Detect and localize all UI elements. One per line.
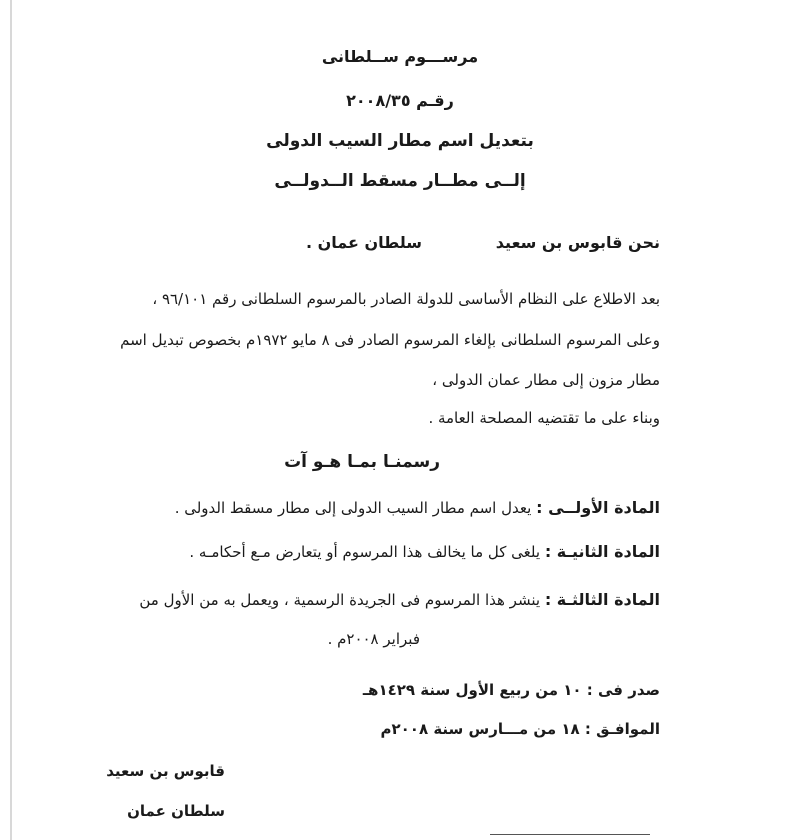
article-2 [189,541,660,563]
article-label: المادة الثانيـة : [544,542,660,561]
signature-title: سلطان عمان [127,802,225,820]
article-3 [139,589,660,611]
subject-line-2: إلــى مطــار مسقط الــدولــى [274,171,526,191]
footer-rule [490,834,650,835]
decree-heading: رسمنـا بمـا هـو آت [284,452,440,472]
issuer-name: نحن قابوس بن سعيد [495,233,660,252]
preamble-line: وعلى المرسوم السلطانى بإلغاء المرسوم الصادر فى ٨ مايو ١٩٧٢م بخصوص تبديل اسم [120,331,660,349]
signature-name: قابوس بن سعيد [106,762,225,780]
issuer-title: سلطان عمان . [305,233,422,252]
article-label: المادة الأولــى : [536,498,660,517]
preamble-line: مطار مزون إلى مطار عمان الدولى ، [432,371,660,389]
equivalent-date: الموافـق : ١٨ من مـــارس سنة ٢٠٠٨م [380,720,660,738]
article-text: يعدل اسم مطار السيب الدولى إلى مطار مسقط الدولى . [174,499,532,517]
article-1 [175,497,660,519]
article-3-continuation: فبراير ٢٠٠٨م . [327,630,420,648]
issued-date: صدر فى : ١٠ من ربيع الأول سنة ١٤٢٩هـ [362,681,660,699]
article-label: المادة الثالثـة : [544,590,660,609]
preamble-line: وبناء على ما تقتضيه المصلحة العامة . [428,409,660,427]
preamble-line: بعد الاطلاع على النظام الأساسى للدولة الصادر بالمرسوم السلطانى رقم ٩٦/١٠١ ، [152,290,660,308]
decree-number: رقـم ٢٠٠٨/٣٥ [346,91,454,110]
subject-line-1: بتعديل اسم مطار السيب الدولى [266,131,534,151]
article-text: ينشر هذا المرسوم فى الجريدة الرسمية ، ويعمل به من الأول من [139,591,541,609]
article-text: يلغى كل ما يخالف هذا المرسوم أو يتعارض مـع أحكامـه . [189,543,541,561]
document-title: مرســـوم ســلطانى [321,47,479,66]
